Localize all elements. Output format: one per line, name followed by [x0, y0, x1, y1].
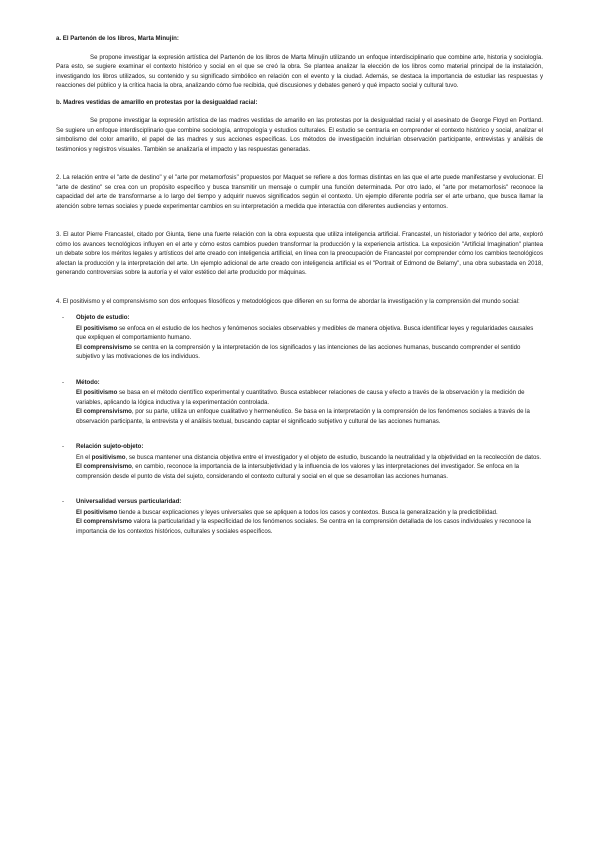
bullet-comprensivismo-text: El comprensivismo, por su parte, utiliza un enfoque cualitativo y hermenéutico. Se basa en la interpretación y la comprensión de los fenómenos sociales a través de la observación participante, la entrevista y el análisis textual, buscando captar el significado subjetivo y cultural de las acciones humanas. [76, 408, 530, 425]
bullet-marker: - [62, 378, 65, 386]
section-b-heading: b. Madres vestidas de amarillo en protestas por la desigualdad racial: [56, 98, 258, 106]
item-4-intro: 4. El positivismo y el comprensivismo son dos enfoques filosóficos y metodológicos que difieren en su forma de abordar la investigación y la comprensión del mundo social: [56, 297, 520, 305]
bullet-objeto-de-estudio [56, 313, 543, 362]
bullet-universalidad-particularidad [56, 497, 543, 536]
bullet-positivismo-text: El positivismo se basa en el método científico experimental y cuantitativo. Busca establecer relaciones de causa y efecto a través de la observación y la medición de variables, aplicando la lógica inductiva y la experimentación controlada. [76, 389, 525, 406]
bullet-title: Método: [76, 378, 100, 386]
bullet-comprensivismo-text: El comprensivismo valora la particularidad y la especificidad de los fenómenos sociales. Se centra en la comprensión detallada de los casos individuales y reconoce la importancia de los contextos históricos, culturales y sociales específicos. [76, 518, 531, 535]
bullet-metodo [56, 378, 543, 427]
bullet-positivismo-text: En el positivismo, se busca mantener una distancia objetiva entre el investigador y el objeto de estudio, buscando la neutralidad y la objetividad en la recolección de datos. [76, 453, 542, 461]
bullet-title: Relación sujeto-objeto: [76, 443, 144, 450]
bullet-title: Objeto de estudio: [76, 314, 130, 321]
section-b-body: Se propone investigar la expresión artística de las madres vestidas de amarillo en las protestas por la desigualdad racial y el asesinato de George Floyd en Portland. Se sugiere un enfoque interdisciplinario que combine sociología, antropología y estudios culturales. El estudio se centraría en comprender el contexto histórico y social, analizar el simbolismo del color amarillo, el papel de las madres y sus acciones específicas. Los métodos de investigación incluirían observación participante, entrevistas y análisis de testimonios y registros visuales. También se analizaría el impacto y las respuestas generadas. [56, 117, 543, 153]
bullet-marker: - [62, 314, 65, 321]
bullet-title: Universalidad versus particularidad: [76, 498, 182, 505]
section-a-body: Se propone investigar la expresión artística del Partenón de los libros de Marta Minujín utilizando un enfoque interdisciplinario que combine arte, historia y sociología. Para esto, se sugiere examinar el contexto histórico y social en el que se creó la obra. Se plantea analizar la elección de los libros como material principal de la instalación, investigando los libros utilizados, su contenido y su significado simbólico en relación con el evento y la ciudad. Además, se destaca la importancia de estudiar las respuestas y reacciones del público y la crítica hacia la obra, analizando cómo fue recibida, qué discusiones y debates generó y qué impacto social y cultural tuvo. [56, 53, 543, 89]
bullet-marker: - [62, 498, 65, 505]
item-3-paragraph: 3. El autor Pierre Francastel, citado por Giunta, tiene una fuerte relación con la obra expuesta que utiliza inteligencia artificial. Francastel, un historiador y teórico del arte, exploró cómo los avances tecnológicos influyen en el arte y cómo estos cambios pueden transformar la producción y la experiencia artística. La exposición "Artificial Imagination" plantea un debate sobre los méritos legales y artísticos del arte creado con inteligencia artificial, en línea con la preocupación de Francastel por comprender cómo los cambios tecnológicos afectan la producción y la interpretación del arte. Un ejemplo adicional de arte creado con inteligencia artificial es el "Portrait of Edmond de Belamy", una obra subastada en 2018, generando controversias sobre la autoría y el valor estético del arte producido por máquinas. [56, 231, 543, 276]
bullet-comprensivismo-text: El comprensivismo se centra en la comprensión y la interpretación de los significados y las intenciones de las acciones humanas, buscando comprender el sentido subjetivo y las motivaciones de los individuos. [76, 343, 521, 360]
bullet-relacion-sujeto-objeto [56, 442, 543, 481]
bullet-positivismo-text: El positivismo tiende a buscar explicaciones y leyes universales que se apliquen a todos los casos y contextos. Busca la generalización y la predictibilidad. [76, 508, 498, 516]
bullet-positivismo-text: El positivismo se enfoca en el estudio de los hechos y fenómenos sociales observables y medibles de manera objetiva. Busca identificar leyes y regularidades causales que expliquen el comportamiento humano. [76, 324, 534, 341]
item-2-paragraph: 2. La relación entre el "arte de destino" y el "arte por metamorfosis" propuestos por Maquet se refiere a dos formas distintas en las que el arte puede manifestarse y evolucionar. El "arte de destino" se crea con un propósito específico y busca transmitir un mensaje o cumplir una función determinada. Por otro lado, el "arte por metamorfosis" reconoce la capacidad del arte de transformarse a lo largo del tiempo y adquirir nuevos significados según el contexto. Un ejemplo diferente podría ser el arte urbano, que busca llamar la atención sobre temas sociales y puede experimentar cambios en su interpretación a medida que interactúa con diferentes audiencias y entornos. [56, 174, 543, 210]
section-a-heading: a. El Partenón de los libros, Marta Minujín: [56, 35, 179, 42]
bullet-marker: - [62, 443, 65, 450]
bullet-comprensivismo-text: El comprensivismo, en cambio, reconoce la importancia de la intersubjetividad y la influencia de los valores y las interpretaciones del investigador. Se enfoca en la comprensión desde el punto de vista del sujeto, considerando el contexto cultural y social en el que se desarrollan las acciones humanas. [76, 463, 520, 480]
